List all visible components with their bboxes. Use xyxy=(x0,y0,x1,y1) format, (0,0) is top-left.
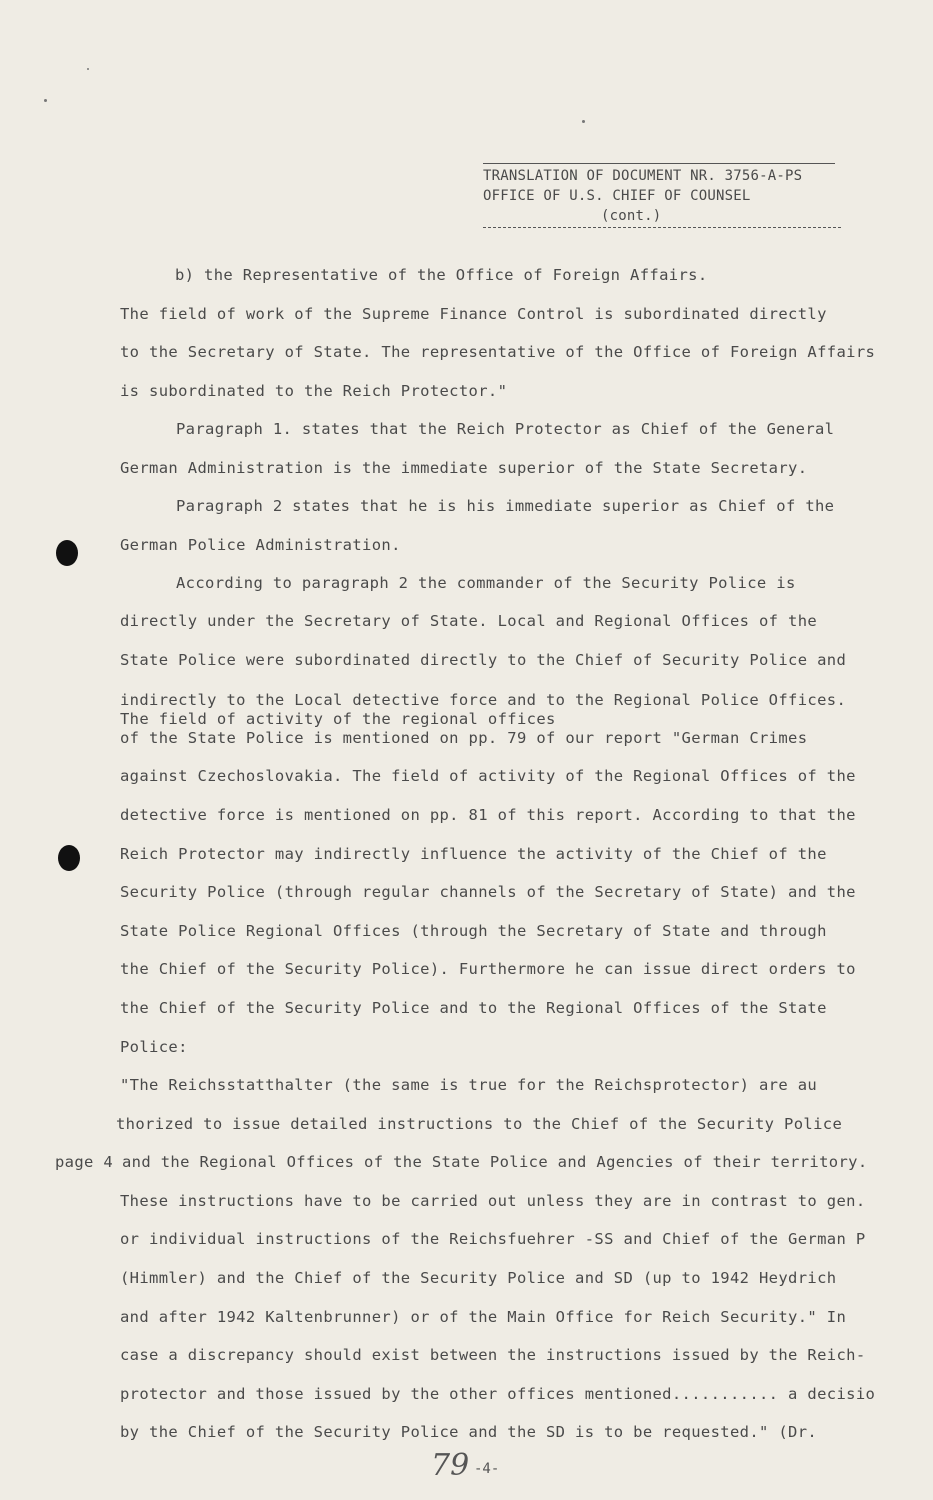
text-line: directly under the Secretary of State. Local and Regional Offices of the xyxy=(120,612,818,630)
text-line: protector and those issued by the other offices mentioned........... a decisio xyxy=(120,1385,876,1403)
text-line: or individual instructions of the Reichsfuehrer -SS and Chief of the German P xyxy=(120,1230,866,1248)
text-line: State Police were subordinated directly to the Chief of Security Police and xyxy=(120,651,847,669)
text-line: and after 1942 Kaltenbrunner) or of the Main Office for Reich Security." In xyxy=(120,1308,847,1326)
text-line: to the Secretary of State. The representative of the Office of Foreign Affairs xyxy=(120,343,876,361)
text-line: The field of work of the Supreme Finance Control is subordinated directly xyxy=(120,305,827,323)
text-line: According to paragraph 2 the commander of the Security Police is xyxy=(176,574,796,592)
paper-speck xyxy=(44,99,47,102)
text-line: b) the Representative of the Office of Foreign Affairs. xyxy=(175,266,708,284)
text-line: of the State Police is mentioned on pp. 79 of our report "German Crimes xyxy=(120,729,808,747)
paper-speck xyxy=(87,68,89,70)
text-line: German Administration is the immediate superior of the State Secretary. xyxy=(120,459,808,477)
margin-page-note: page 4 xyxy=(55,1153,114,1171)
text-line: against Czechoslovakia. The field of activity of the Regional Offices of the xyxy=(120,767,856,785)
text-line: detective force is mentioned on pp. 81 of this report. According to that the xyxy=(120,806,856,824)
text-line: by the Chief of the Security Police and the SD is to be requested." (Dr. xyxy=(120,1423,818,1441)
header-top-rule xyxy=(483,163,835,164)
text-line: is subordinated to the Reich Protector." xyxy=(120,382,508,400)
paper-speck xyxy=(582,120,585,123)
text-line: thorized to issue detailed instructions to the Chief of the Security Police xyxy=(116,1115,843,1133)
text-line: and the Regional Offices of the State Police and Agencies of their territory. xyxy=(122,1153,868,1171)
punch-hole xyxy=(58,845,80,871)
text-line: the Chief of the Security Police and to the Regional Offices of the State xyxy=(120,999,827,1017)
page-number-suffix: -4- xyxy=(474,1461,500,1477)
text-line: Paragraph 1. states that the Reich Protector as Chief of the General xyxy=(176,420,835,438)
text-line: (Himmler) and the Chief of the Security Police and SD (up to 1942 Heydrich xyxy=(120,1269,837,1287)
text-line: indirectly to the Local detective force and to the Regional Police Offices. xyxy=(120,691,847,709)
header-continued: (cont.) xyxy=(601,208,662,224)
header-title: TRANSLATION OF DOCUMENT NR. 3756-A-PS xyxy=(483,168,803,184)
text-line: Paragraph 2 states that he is his immediate superior as Chief of the xyxy=(176,497,835,515)
text-line: Security Police (through regular channels of the Secretary of State) and the xyxy=(120,883,856,901)
text-line: "The Reichsstatthalter (the same is true for the Reichsprotector) are au xyxy=(120,1076,818,1094)
text-line: German Police Administration. xyxy=(120,536,401,554)
text-line: The field of activity of the regional offices xyxy=(120,710,556,728)
punch-hole xyxy=(56,540,78,566)
page-number: 79 xyxy=(431,1448,470,1483)
text-line: State Police Regional Offices (through the Secretary of State and through xyxy=(120,922,827,940)
text-line: These instructions have to be carried out unless they are in contrast to gen. xyxy=(120,1192,866,1210)
header-office: OFFICE OF U.S. CHIEF OF COUNSEL xyxy=(483,188,751,204)
text-line: Reich Protector may indirectly influence the activity of the Chief of the xyxy=(120,845,827,863)
text-line: Police: xyxy=(120,1038,188,1056)
text-line: the Chief of the Security Police). Furthermore he can issue direct orders to xyxy=(120,960,856,978)
header-bottom-rule xyxy=(483,227,841,228)
document-header xyxy=(483,163,843,228)
text-line: case a discrepancy should exist between the instructions issued by the Reich- xyxy=(120,1346,866,1364)
